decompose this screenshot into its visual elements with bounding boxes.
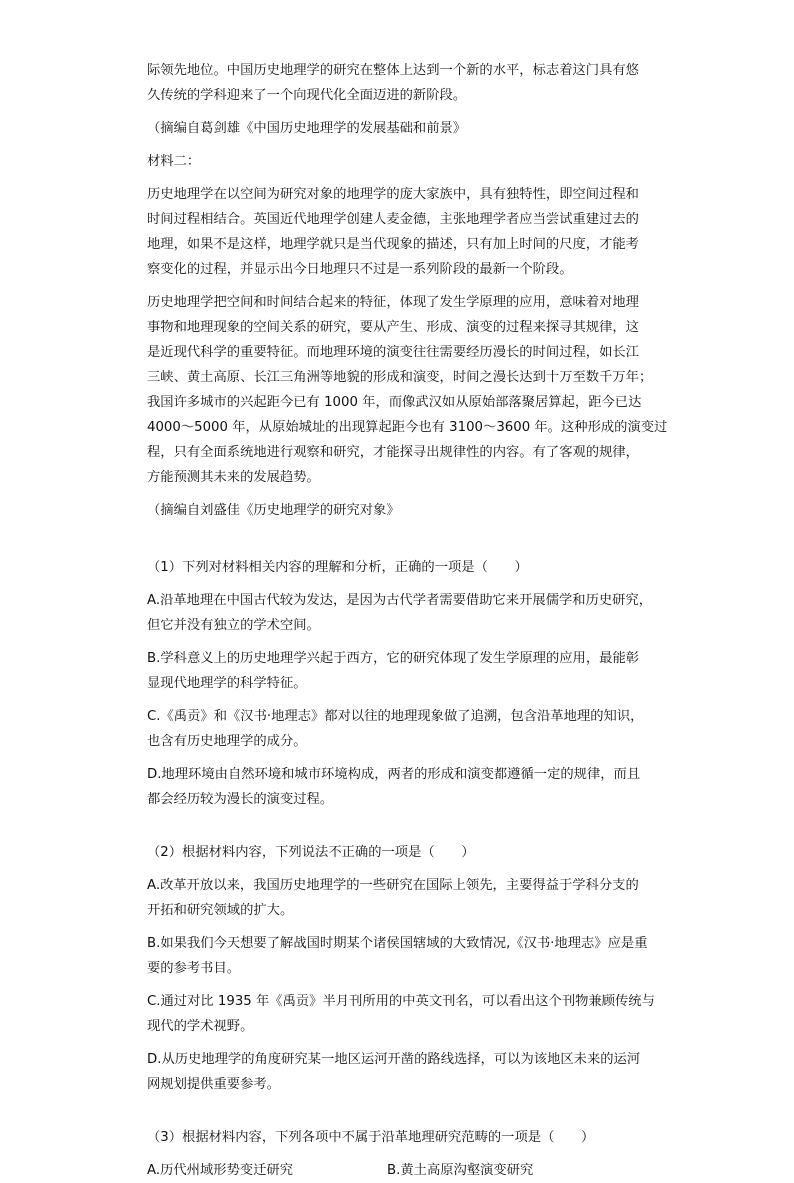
spacer [147, 1105, 667, 1125]
text-line: 我国许多城市的兴起距今已有 1000 年，而像武汉如从原始部落聚居算起，距今已达 [147, 395, 642, 410]
option-c [147, 989, 667, 1039]
text-line: 时间过程相结合。英国近代地理学创建人麦金德，主张地理学者应当尝试重建过去的 [147, 212, 639, 227]
stem-text: （3）根据材料内容，下列各项中不属于沿革地理研究范畴的一项是（ ） [147, 1130, 595, 1145]
option-d [147, 762, 667, 812]
text-line: 地理，如果不是这样，地理学就只是当代现象的描述，只有加上时间的尺度，才能考 [147, 237, 639, 252]
option-line: D.地理环境由自然环境和城市环境构成，两者的形成和演变都遵循一定的规律，而且 [147, 767, 641, 782]
heading-text: 材料二： [147, 154, 201, 169]
stem-text: （1）下列对材料相关内容的理解和分析，正确的一项是（ ） [147, 560, 528, 575]
question-3 [147, 1125, 667, 1183]
text-line: 察变化的过程，并显示出今日地理只不过是一系列阶段的最新一个阶段。 [147, 262, 573, 277]
option-b [147, 931, 667, 981]
text-line: 方能预测其未来的发展趋势。 [147, 470, 320, 485]
citation-text: （摘编自刘盛佳《历史地理学的研究对象》 [147, 503, 400, 518]
spacer [147, 531, 667, 555]
option-a [147, 873, 667, 923]
text-line: 4000～5000 年，从原始城址的出现算起距今也有 3100～3600 年。这种形成的演变过 [147, 420, 668, 435]
citation-text: （摘编自葛剑雄《中国历史地理学的发展基础和前景》 [147, 121, 467, 136]
spacer [147, 820, 667, 840]
option-line: A.沿革地理在中国古代较为发达，是因为古代学者需要借助它来开展儒学和历史研究， [147, 593, 653, 608]
question-stem [147, 1125, 667, 1150]
text-line: 程，只有全面系统地进行观察和研究，才能探寻出规律性的内容。有了客观的规律， [147, 445, 639, 460]
option-line: 开拓和研究领域的扩大。 [147, 903, 294, 918]
text-line: 事物和地理现象的空间关系的研究，要从产生、形成、演变的过程来探寻其规律，这 [147, 320, 639, 335]
option-line: 要的参考书目。 [147, 961, 241, 976]
text-line: 历史地理学在以空间为研究对象的地理学的庞大家族中，具有独特性，即空间过程和 [147, 187, 639, 202]
text-line: 是近现代科学的重要特征。而地理环境的演变往往需要经历漫长的时间过程，如长江 [147, 345, 639, 360]
question-stem [147, 555, 667, 580]
question-1 [147, 555, 667, 812]
text-line: 久传统的学科迎来了一个向现代化全面迈进的新阶段。 [147, 88, 467, 103]
option-line: B.学科意义上的历史地理学兴起于西方，它的研究体现了发生学原理的应用，最能彰 [147, 651, 640, 666]
document-page [147, 58, 667, 1183]
option-a [147, 588, 667, 638]
question-2 [147, 840, 667, 1097]
option-line: C.通过对比 1935 年《禹贡》半月刊所用的中英文刊名，可以看出这个刊物兼顾传统与 [147, 994, 655, 1009]
material-2-paragraph-2 [147, 290, 667, 490]
option-b [147, 646, 667, 696]
source-citation-2 [147, 498, 667, 523]
option-a: A.历代州域形势变迁研究 [147, 1163, 294, 1178]
option-line: 显现代地理学的科学特征。 [147, 676, 307, 691]
option-line: D.从历史地理学的角度研究某一地区运河开凿的路线选择，可以为该地区未来的运河 [147, 1052, 641, 1067]
option-line: 但它并没有独立的学术空间。 [147, 618, 320, 633]
option-line: A.改革开放以来，我国历史地理学的一些研究在国际上领先，主要得益于学科分支的 [147, 878, 639, 893]
material-2-heading [147, 149, 667, 174]
option-d [147, 1047, 667, 1097]
options-row [147, 1158, 667, 1183]
option-line: 也含有历史地理学的成分。 [147, 734, 307, 749]
option-line: 现代的学术视野。 [147, 1019, 254, 1034]
material-2-paragraph-1 [147, 182, 667, 282]
source-citation-1 [147, 116, 667, 141]
stem-text: （2）根据材料内容，下列说法不正确的一项是（ ） [147, 845, 475, 860]
option-line: 网规划提供重要参考。 [147, 1077, 280, 1092]
text-line: 三峡、黄土高原、长江三角洲等地貌的形成和演变，时间之漫长达到十万至数千万年； [147, 370, 653, 385]
option-c [147, 704, 667, 754]
option-line: C.《禹贡》和《汉书·地理志》都对以往的地理现象做了追溯，包含沿革地理的知识， [147, 709, 644, 724]
text-line: 历史地理学把空间和时间结合起来的特征，体现了发生学原理的应用，意味着对地理 [147, 295, 639, 310]
option-b: B.黄土高原沟壑演变研究 [387, 1163, 534, 1178]
text-line: 际领先地位。中国历史地理学的研究在整体上达到一个新的水平，标志着这门具有悠 [147, 63, 639, 78]
question-stem [147, 840, 667, 865]
continuation-paragraph [147, 58, 667, 108]
option-line: B.如果我们今天想要了解战国时期某个诸侯国辖域的大致情况,《汉书·地理志》应是重 [147, 936, 648, 951]
option-line: 都会经历较为漫长的演变过程。 [147, 792, 334, 807]
